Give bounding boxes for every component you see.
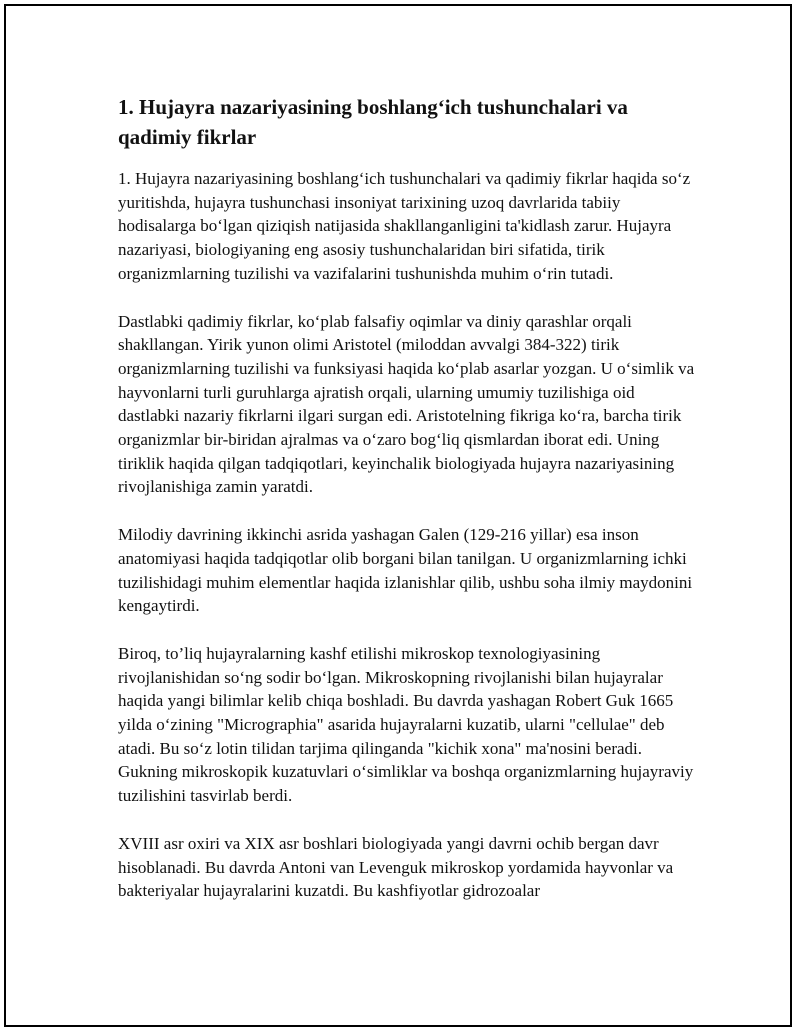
document-body (118, 92, 698, 927)
paragraph-leeuwenhoek: XVIII asr oxiri va XIX asr boshlari biologiyada yangi davrni ochib bergan davr hisoblanadi. Bu davrda Antoni van Levenguk mikroskop yordamida hayvonlar va bakteriyalar hujayralarini kuzatdi. Bu kashfiyotlar gidrozoalar (118, 833, 674, 901)
paragraph-microscope: Biroq, to’liq hujayralarning kashf etilishi mikroskop texnologiyasining rivojlanishidan so‘ng sodir bo‘lgan. Mikroskopning rivojlanishi bilan hujayralar haqida yangi bilimlar kelib chiqa boshladi. Bu davrda yashagan Robert Guk 1665 yilda o‘zining "Micrographia" asarida hujayralarni kuzatib, ularni "cellulae" deb atadi. Bu so‘z lotin tilidan tarjima qilinganda "kichik xona" ma'nosini beradi. Gukning mikroskopik kuzatuvlari o‘simliklar va boshqa organizmlarning hujayraviy tuzilishini tasvirlab berdi. (118, 643, 694, 806)
paragraph-aristotle: Dastlabki qadimiy fikrlar, ko‘plab falsafiy oqimlar va diniy qarashlar orqali shakllangan. Yirik yunon olimi Aristotel (miloddan avvalgi 384-322) tirik organizmlarning tuzilishi va funksiyasi haqida ko‘plab asarlar yozgan. U o‘simlik va hayvonlarni turli guruhlarga ajratish orqali, ularning umumiy tuzilishiga oid dastlabki nazariy fikrlarni ilgari surgan edi. Aristotelning fikriga ko‘ra, barcha tirik organizmlar bir-biridan ajralmas va o‘zaro bog‘liq qismlardan iborat edi. Uning tiriklik haqida qilgan tadqiqotlari, keyinchalik biologiyada hujayra nazariyasining rivojlanishiga zamin yaratdi. (118, 311, 695, 497)
section-heading: 1. Hujayra nazariyasining boshlang‘ich tushunchalari va qadimiy fikrlar (118, 95, 628, 149)
paragraph-galen: Milodiy davrining ikkinchi asrida yashagan Galen (129-216 yillar) esa inson anatomiyasi haqida tadqiqotlar olib borgani bilan tanilgan. U organizmlarning ichki tuzilishidagi muhim elementlar haqida izlanishlar qilib, ushbu soha ilmiy maydonini kengaytirdi. (118, 525, 693, 616)
paragraph-intro: 1. Hujayra nazariyasining boshlang‘ich tushunchalari va qadimiy fikrlar haqida so‘z yuritishda, hujayra tushunchasi insoniyat tarixining uzoq davrlarida tabiiy hodisalarga bo‘lgan qiziqish natijasida shakllanganligini ta'kidlash zarur. Hujayra nazariyasi, biologiyaning eng asosiy tushunchalaridan biri sifatida, tirik organizmlarning tuzilishi va vazifalarini tushunishda muhim o‘rin tutadi. (118, 169, 691, 283)
